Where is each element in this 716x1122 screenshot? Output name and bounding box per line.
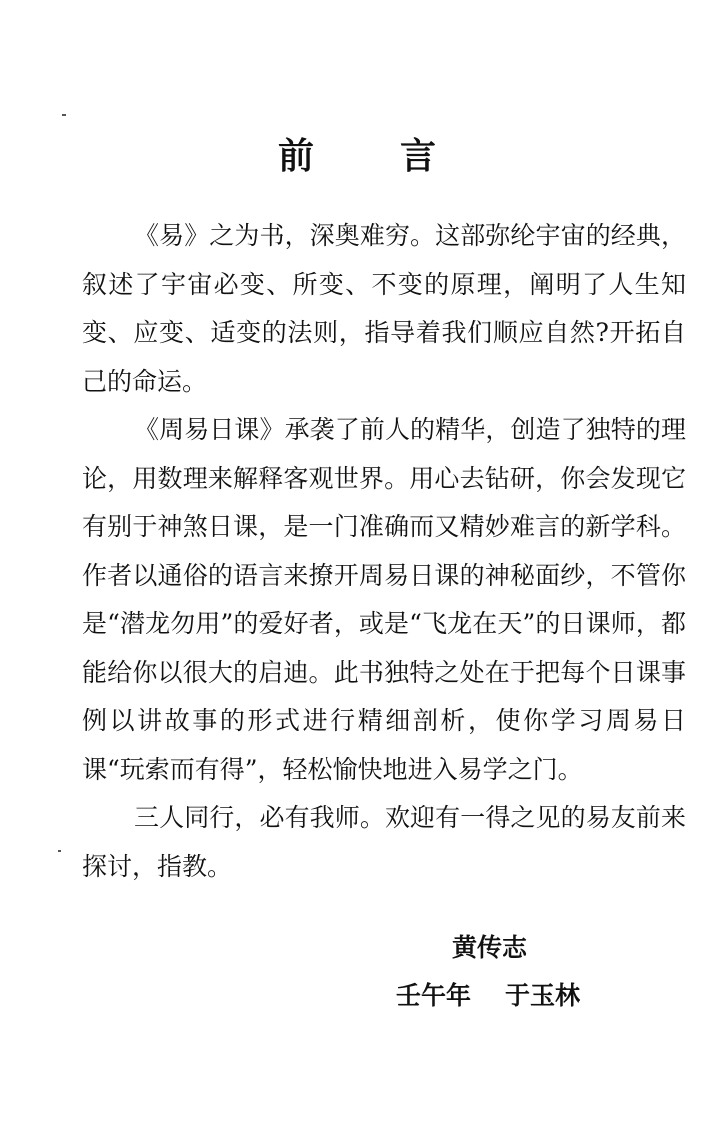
scan-speck: [58, 850, 61, 852]
paragraph-2: 《周易日课》承袭了前人的精华，创造了独特的理论，用数理来解释客观世界。用心去钻研，你会发现它有别于神煞日课，是一门准确而又精妙难言的新学科。作者以通俗的语言来撩开周易日课的神秘面纱，不管你是“潜龙勿用”的爱好者，或是“飞龙在天”的日课师，都能给你以很大的启迪。此书独特之处在于把每个日课事例以讲故事的形式进行精细剖析，使你学习周易日课“玩索而有得”，轻松愉快地进入易学之门。: [82, 415, 686, 784]
title-char-2: 言: [400, 136, 439, 177]
paragraph-1: 《易》之为书，深奥难穷。这部弥纶宇宙的经典，叙述了宇宙必变、所变、不变的原理，阐明了人生知变、应变、适变的法则，指导着我们顺应自然?开拓自己的命运。: [82, 221, 686, 396]
signature-date: 壬午年: [396, 981, 472, 1010]
preface-body: [82, 212, 686, 891]
signature-author: 黄传志: [452, 933, 528, 962]
page-title: [0, 128, 716, 179]
scan-speck: [62, 114, 66, 116]
signature-date-line: [396, 976, 580, 1012]
title-char-1: 前: [277, 136, 316, 177]
signature-place: 于玉林: [505, 981, 581, 1010]
paragraph-3: 三人同行，必有我师。欢迎有一得之见的易友前来探讨，指教。: [82, 803, 686, 881]
